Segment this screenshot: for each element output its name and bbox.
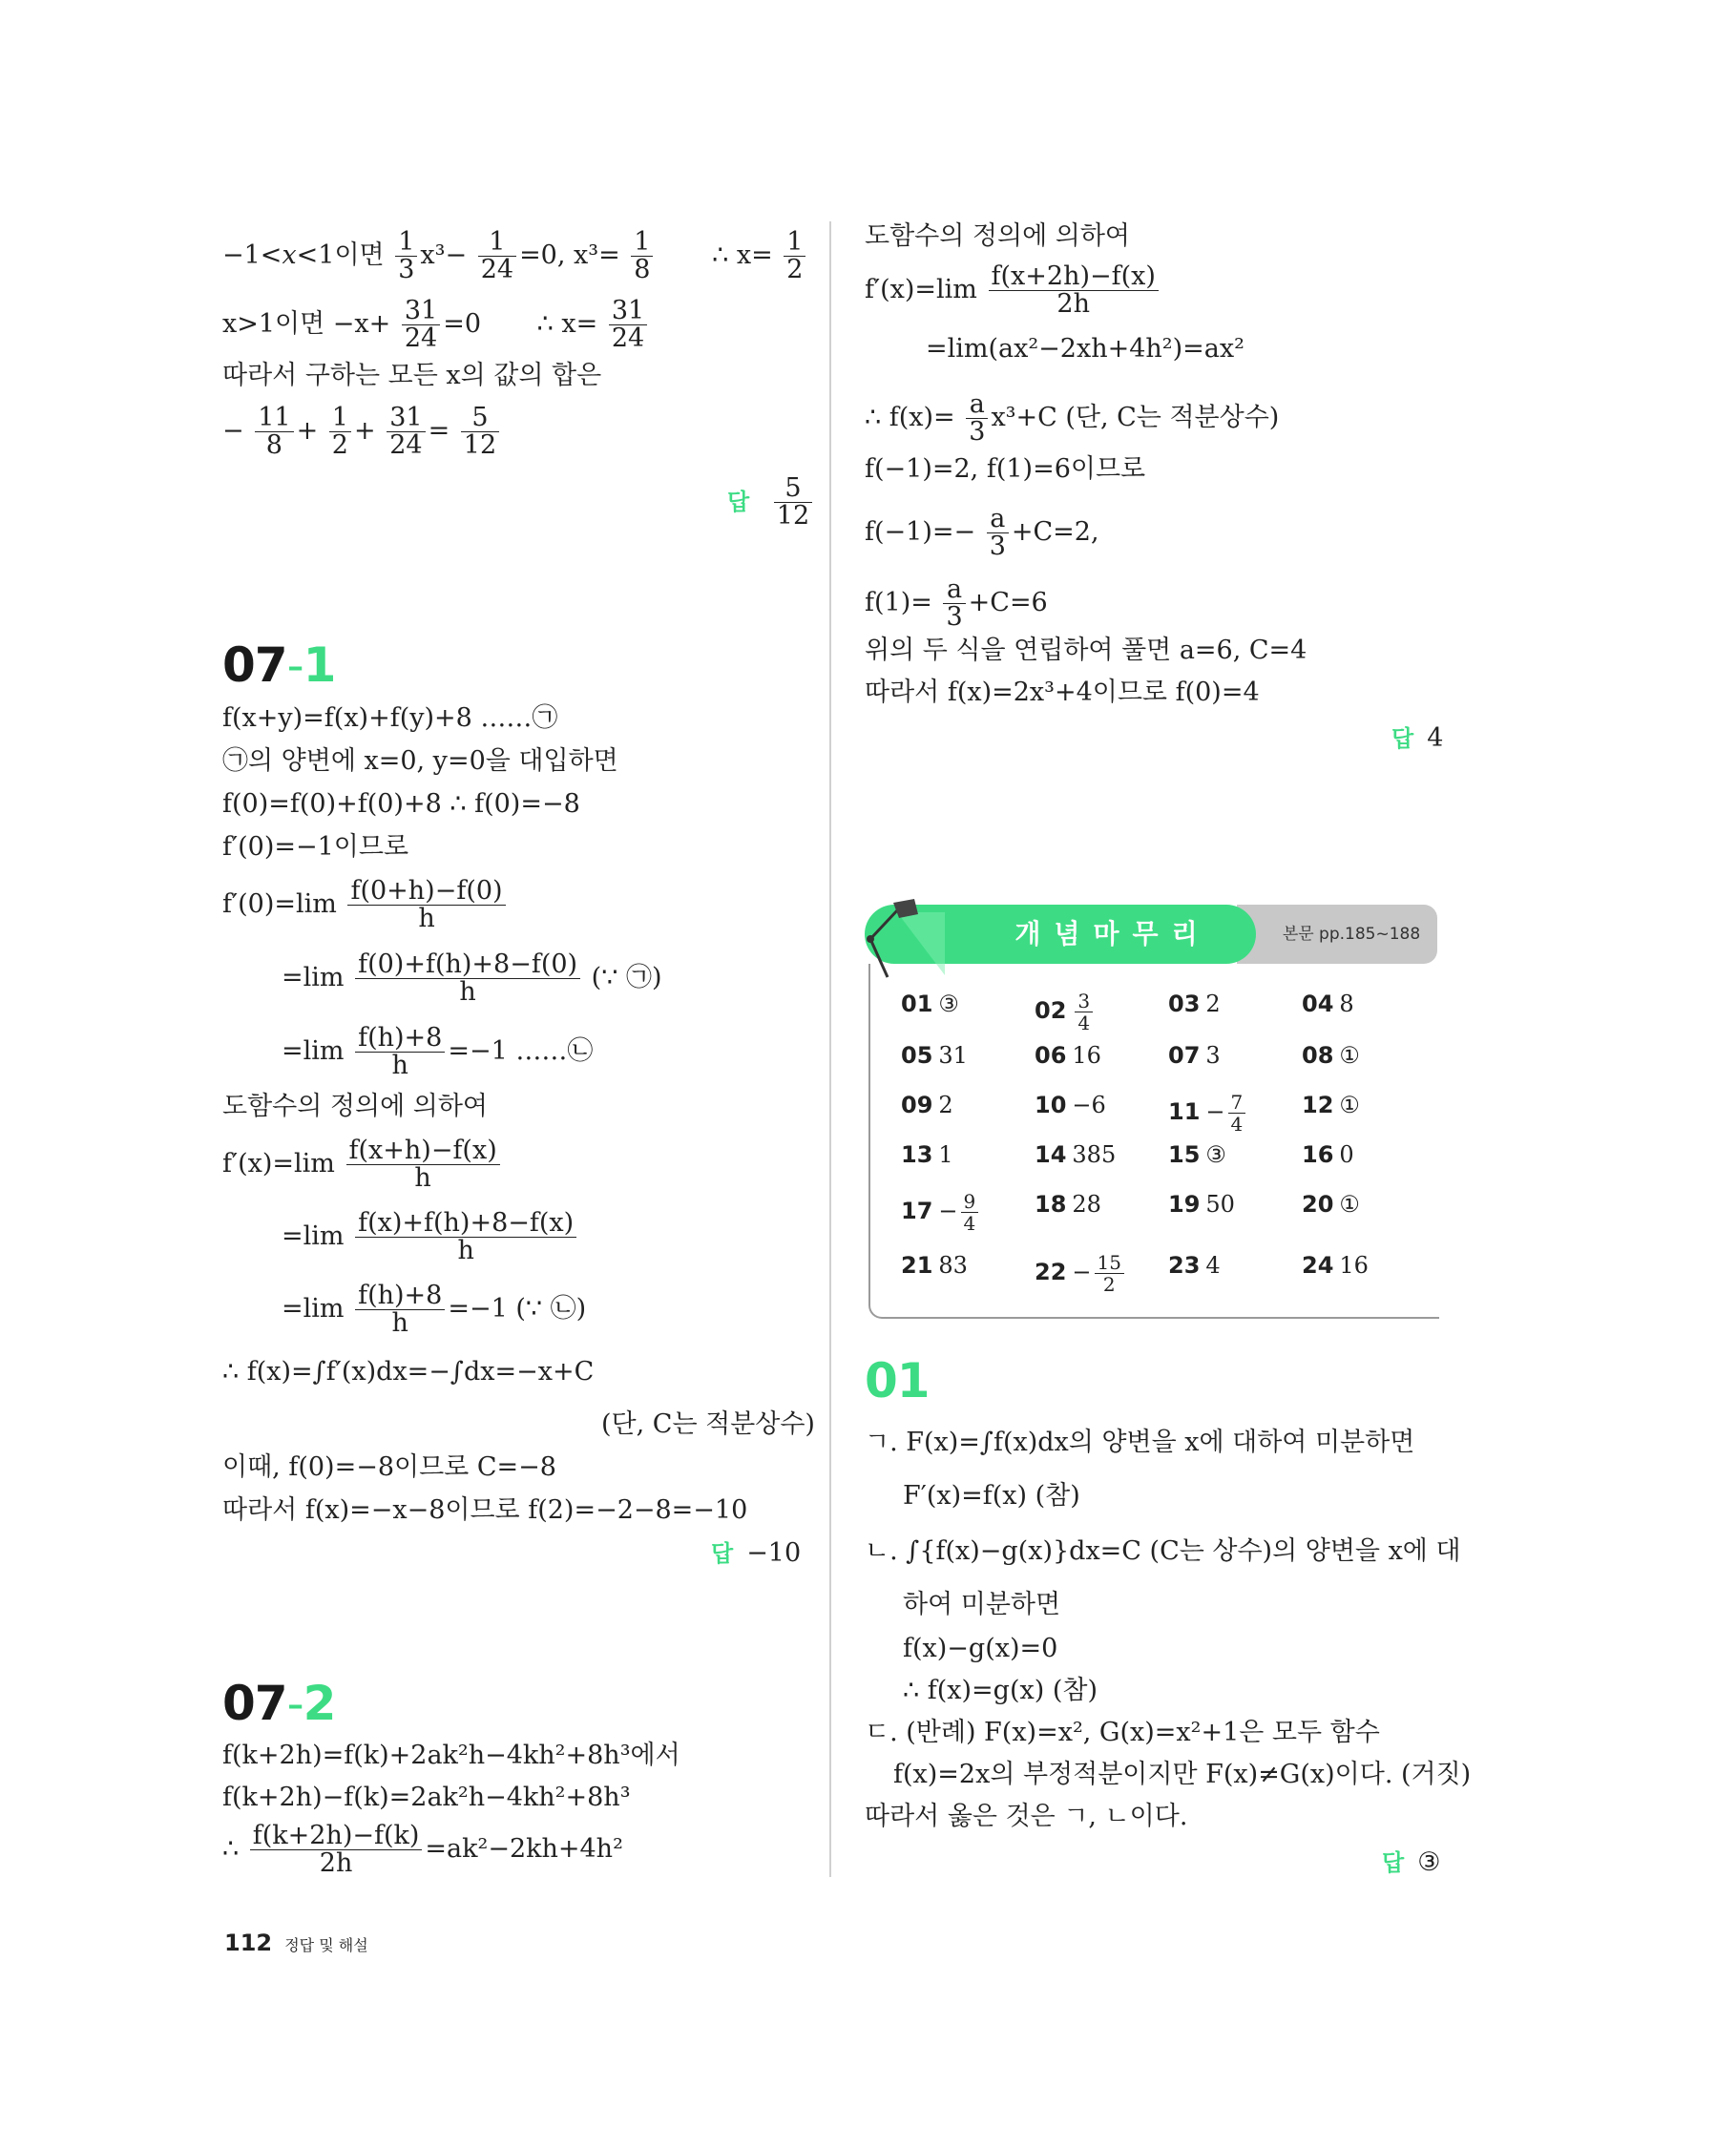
r2-line: f(−1)=2, f(1)=6이므로 [865, 454, 1146, 484]
q-line-7: f(x)=2x의 부정적분이지만 F(x)≠G(x)이다. (거짓) [893, 1760, 1472, 1789]
answer-item: 07 3 [1168, 1042, 1221, 1069]
answer-item: 03 2 [1168, 991, 1221, 1017]
answer-item: 24 16 [1302, 1252, 1369, 1279]
s1-lim2-0: f′(x)=lim $\frac{f(x+h)-f(x)}{h}$ [222, 1137, 503, 1192]
banner-title: 개념마무리 [865, 905, 1256, 964]
q-line-3: 하여 미분하면 [903, 1590, 1061, 1619]
line-l4: − $\frac{11}{8}$ + $\frac{1}{2}$ + $\frac{31}{24}$ = $\frac{5}{12}$ [222, 405, 502, 459]
q-line-8: 따라서 옳은 것은 ㄱ, ㄴ이다. [865, 1802, 1188, 1831]
line-l1: −1<x<1이면 $\frac{1}{3}$ x³− $\frac{1}{24}$ =0, x³= $\frac{1}{8}$ ∴ x= $\frac{1}{2}$ [222, 229, 808, 283]
s1-lim2-2: =lim $\frac{f(h)+8}{h}$ =−1 (∵ ㉡) [282, 1281, 587, 1338]
answer-item: 10 −6 [1035, 1092, 1106, 1118]
summary-banner [865, 905, 1437, 964]
answer-item: 17 − $\frac{9}{4}$ [901, 1191, 981, 1234]
page-number: 112 [224, 1930, 273, 1956]
answer-3: 답 4 [1391, 723, 1444, 753]
answer-item: 20 ① [1302, 1191, 1360, 1218]
answer-item: 18 28 [1035, 1191, 1101, 1218]
s1-line-3: f′(0)=−1이므로 [222, 832, 409, 862]
s2-line-0: f(k+2h)=f(k)+2ak²h−4kh²+8h³에서 [222, 1741, 680, 1770]
answer-item: 01 ③ [901, 991, 959, 1017]
s1c-line-3: 따라서 f(x)=−x−8이므로 f(2)=−2−8=−10 [222, 1495, 748, 1525]
s2-line-1: f(k+2h)−f(k)=2ak²h−4kh²+8h³ [222, 1783, 631, 1812]
answer-item: 21 83 [901, 1252, 968, 1279]
s2-conclusion: ∴ $\frac{f(k+2h)-f(k)}{2h}$ =ak²−2kh+4h² [222, 1821, 623, 1878]
answer-item: 05 31 [901, 1042, 968, 1069]
r-lim-0: f′(x)=lim $\frac{f(x+2h)-f(x)}{2h}$ [865, 263, 1161, 318]
footer-text: 정답 및 해설 [284, 1936, 368, 1954]
s1c-line-0: ∴ f(x)=∫f′(x)dx=−∫dx=−x+C [222, 1357, 595, 1387]
s1c-line-2: 이때, f(0)=−8이므로 C=−8 [222, 1452, 556, 1482]
answer-item: 22 − $\frac{15}{2}$ [1035, 1252, 1127, 1295]
page-footer [224, 1930, 368, 1956]
line-l3: 따라서 구하는 모든 x의 값의 합은 [222, 361, 602, 390]
answer-item: 23 4 [1168, 1252, 1221, 1279]
section-title-07-1: 07-1 [222, 637, 336, 693]
answer-item: 06 16 [1035, 1042, 1101, 1069]
answer-item: 16 0 [1302, 1141, 1354, 1168]
r-lim-1: =lim(ax²−2xh+4h²)=ax² [926, 334, 1244, 364]
answer-item: 14 385 [1035, 1141, 1117, 1168]
column-divider [829, 221, 831, 1877]
answer-2: 답 −10 [711, 1538, 802, 1568]
s1-line-1: ㉠의 양변에 x=0, y=0을 대입하면 [222, 746, 618, 776]
s1-lim2-1: =lim $\frac{f(x)+f(h)+8-f(x)}{h}$ [282, 1210, 579, 1264]
r3-line: f(−1)=− $\frac{a}{3}$ +C=2, [865, 504, 1099, 561]
s1c-line-1: (단, C는 적분상수) [601, 1409, 815, 1439]
r4-line: f(1)= $\frac{a}{3}$ +C=6 [865, 574, 1048, 632]
s1-lim-2: =lim $\frac{f(h)+8}{h}$ =−1 ……㉡ [282, 1023, 594, 1080]
answer-item: 19 50 [1168, 1191, 1235, 1218]
r1-line: ∴ f(x)= $\frac{a}{3}$ x³+C (단, C는 적분상수) [865, 389, 1280, 447]
r5-line: 위의 두 식을 연립하여 풀면 a=6, C=4 [865, 636, 1307, 665]
answer-1: 답 $\frac{5}{12}$ [727, 475, 815, 530]
section-title-01: 01 [865, 1353, 930, 1408]
answer-item: 13 1 [901, 1141, 953, 1168]
answer-item: 02 $\frac{3}{4}$ [1035, 991, 1096, 1033]
line-l2: x>1이면 −x+ $\frac{31}{24}$ =0 ∴ x= $\frac{31}{24}$ [222, 298, 650, 352]
s1-lim-1: =lim $\frac{f(0)+f(h)+8-f(0)}{h}$ (∵ ㉠) [282, 949, 662, 1007]
answer-item: 09 2 [901, 1092, 953, 1118]
s1-lim-0: f′(0)=lim $\frac{f(0+h)-f(0)}{h}$ [222, 878, 509, 932]
answer-item: 11 − $\frac{7}{4}$ [1168, 1092, 1248, 1135]
q-line-0: ㄱ. F(x)=∫f(x)dx의 양변을 x에 대하여 미분하면 [865, 1428, 1415, 1457]
answer-item: 15 ③ [1168, 1141, 1226, 1168]
answer-grid [868, 964, 1439, 1319]
s1-line-2: f(0)=f(0)+f(0)+8 ∴ f(0)=−8 [222, 789, 580, 819]
section-title-07-2: 07-2 [222, 1676, 336, 1731]
r0-line: 도함수의 정의에 의하여 [865, 221, 1130, 251]
answer-4: 답 ③ [1382, 1847, 1441, 1877]
s1b-line: 도함수의 정의에 의하여 [222, 1092, 488, 1121]
answer-item: 04 8 [1302, 991, 1354, 1017]
q-line-6: ㄷ. (반례) F(x)=x², G(x)=x²+1은 모두 함수 [865, 1718, 1380, 1747]
answer-item: 08 ① [1302, 1042, 1360, 1069]
q-line-4: f(x)−g(x)=0 [903, 1634, 1058, 1663]
q-line-2: ㄴ. ∫{f(x)−g(x)}dx=C (C는 상수)의 양변을 x에 대 [865, 1536, 1461, 1566]
banner-reference: 본문 pp.185~188 [1237, 905, 1437, 964]
answer-item: 12 ① [1302, 1092, 1360, 1118]
q-line-1: F′(x)=f(x) (참) [903, 1481, 1080, 1511]
r6-line: 따라서 f(x)=2x³+4이므로 f(0)=4 [865, 678, 1260, 707]
s1-line-0: f(x+y)=f(x)+f(y)+8 ……㉠ [222, 703, 558, 733]
q-line-5: ∴ f(x)=g(x) (참) [903, 1676, 1098, 1705]
